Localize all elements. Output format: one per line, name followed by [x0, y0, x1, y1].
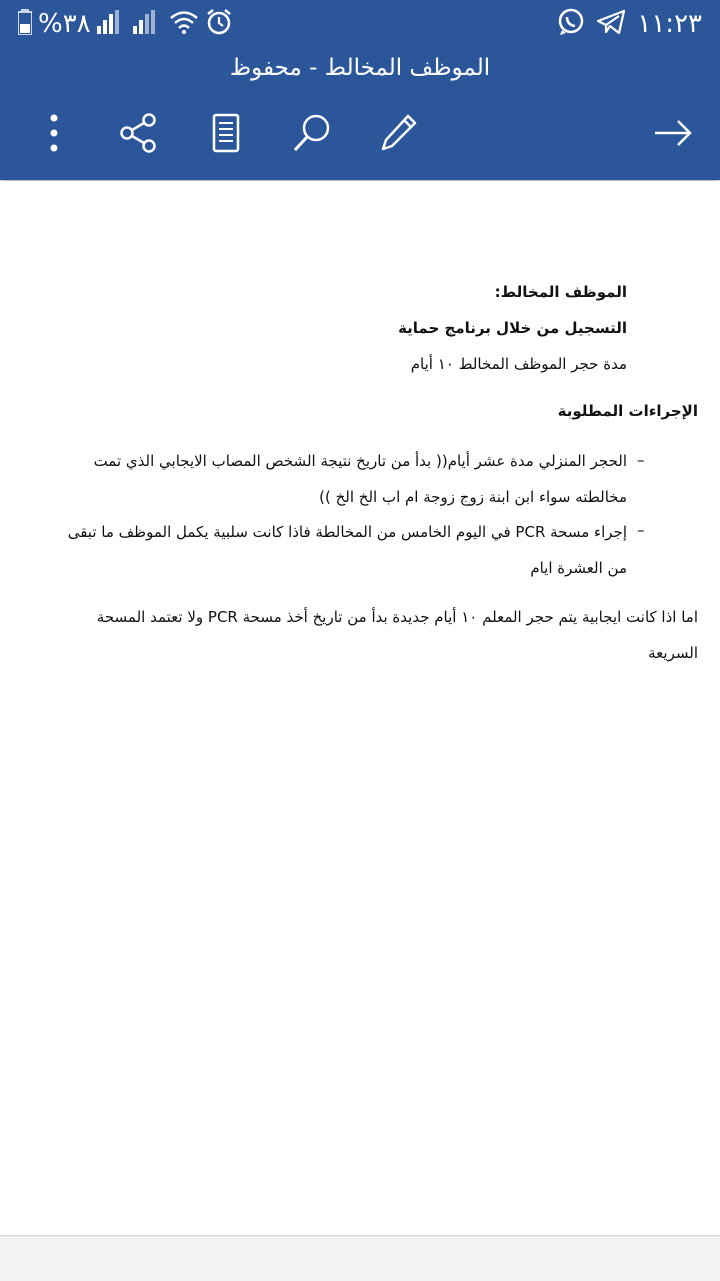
document-title: الموظف المخالط - محفوظ — [229, 55, 491, 81]
wifi-icon — [169, 10, 199, 38]
more-options-button[interactable] — [29, 108, 79, 158]
search-button[interactable] — [287, 108, 337, 158]
status-left-group — [18, 8, 233, 40]
reading-view-button[interactable] — [201, 108, 251, 158]
reading-view-icon — [211, 113, 241, 153]
search-icon — [292, 113, 332, 153]
signal-icon — [97, 10, 127, 38]
signal-icon-2 — [133, 10, 163, 38]
back-button[interactable] — [648, 108, 698, 158]
bullet-1-line-1: الحجر المنزلي مدة عشر أيام(( بدأ من تاريخ نتيجة الشخص المصاب الايجابي الذي تمت — [93, 452, 627, 470]
battery-percent: %٣٨ — [38, 9, 91, 39]
bullet-2-line-1: إجراء مسحة PCR في اليوم الخامس من المخالطة فاذا كانت سلبية يكمل الموظف ما تبقى — [67, 523, 627, 541]
battery-icon — [18, 9, 32, 39]
document-page — [0, 181, 720, 1235]
quarantine-line: مدة حجر الموظف المخالط ١٠ أيام — [410, 355, 627, 373]
more-options-icon — [49, 113, 59, 153]
alarm-icon — [205, 8, 233, 40]
positive-result-line-2: السريعة — [648, 644, 698, 662]
whatsapp-icon — [557, 8, 585, 40]
positive-result-line-1: اما اذا كانت ايجابية يتم حجر المعلم ١٠ أيام جديدة بدأ من تاريخ أخذ مسحة PCR ولا تعتمد المسحة — [96, 608, 698, 626]
bullet-1-line-2: مخالطته سواء ابن ابنة زوج زوجة ام اب الخ الخ )) — [319, 488, 627, 506]
bottom-bar — [0, 1235, 720, 1281]
back-arrow-icon — [653, 118, 693, 148]
registration-line: التسجيل من خلال برنامج حماية — [398, 319, 627, 337]
bullet-2-line-2: من العشرة ايام — [530, 559, 627, 577]
telegram-icon — [597, 9, 625, 39]
edit-button[interactable] — [373, 108, 423, 158]
heading-employee: الموظف المخالط: — [494, 283, 627, 301]
bullet-marker-2: – — [637, 521, 645, 539]
bullet-marker-1: – — [637, 451, 645, 469]
share-button[interactable] — [114, 108, 164, 158]
clock: ١١:٢٣ — [637, 9, 702, 39]
status-bar — [0, 0, 720, 48]
status-right-group — [557, 8, 702, 40]
procedures-heading: الإجراءات المطلوبة — [557, 402, 698, 420]
app-bar — [0, 0, 720, 180]
share-icon — [119, 113, 159, 153]
edit-icon — [378, 113, 418, 153]
